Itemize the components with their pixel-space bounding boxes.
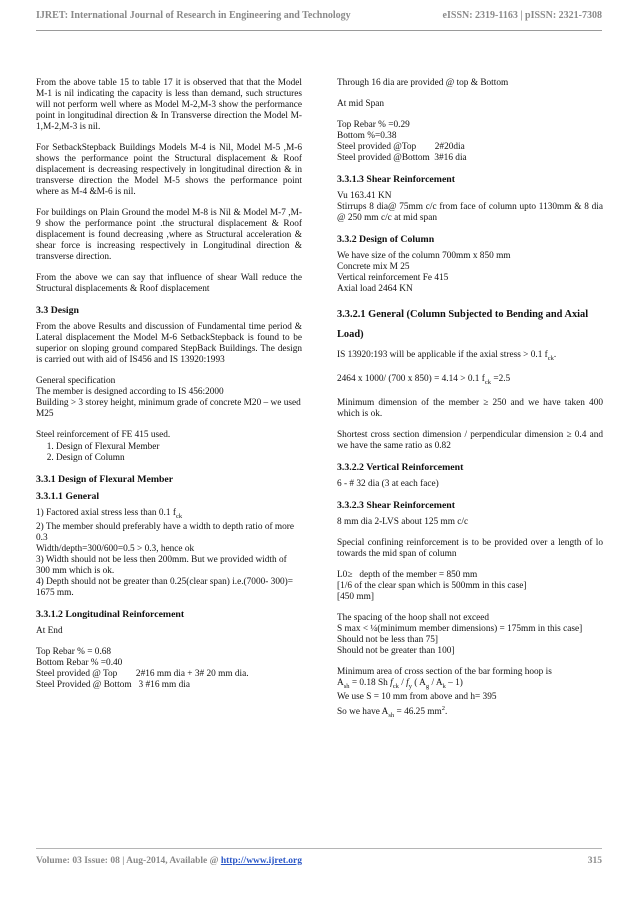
section-heading: 3.3.1 Design of Flexural Member bbox=[36, 474, 174, 485]
condition-line: 4) Depth should not be greater than 0.25(clear span) i.e.(7000- 300)= 1675 mm. bbox=[36, 576, 293, 598]
spacing-line: Should not be less than 75] bbox=[337, 634, 438, 645]
rebar-block bbox=[337, 120, 603, 164]
paragraph: 2464 x 1000/ (700 x 850) = 4.14 > 0.1 $f_{ck} =2.5$ bbox=[337, 373, 511, 386]
rebar-block bbox=[36, 647, 302, 691]
gs-line: The member is designed according to IS 456:2000 bbox=[36, 387, 224, 397]
left-column bbox=[36, 78, 302, 701]
spacing-line: Should not be greater than 100] bbox=[337, 645, 455, 656]
condition-line: 3) Width should not be less then 200mm. But we provided width of 300 mm which is ok. bbox=[36, 554, 287, 576]
l0-line: [450 mm] bbox=[337, 591, 374, 602]
general-conditions bbox=[36, 508, 302, 599]
paragraph: From the above Results and discussion of Fundamental time period & Lateral displacement the Model M-6 SetbackStepback is found to be superior on sloping ground compared StepBack Buildings. The design is carried out with aid of IS456 and IS 13920:1993 bbox=[36, 322, 302, 365]
paragraph: At mid Span bbox=[337, 99, 385, 109]
paragraph: Steel reinforcement of FE 415 used. bbox=[36, 430, 171, 440]
spec-line: Axial load 2464 KN bbox=[337, 284, 413, 294]
right-column bbox=[337, 78, 603, 731]
rebar-line: Steel provided @Top 2#20dia bbox=[337, 142, 465, 152]
page-number: 315 bbox=[587, 856, 602, 866]
section-heading: 3.3.2.1 General (Column Subjected to Bending and Axial Load) bbox=[337, 309, 589, 340]
condition-line: 2) The member should preferably have a width to depth ratio of more 0.3 bbox=[36, 521, 294, 543]
rebar-line: Steel provided @ Top 2#16 mm dia + 3# 20 mm dia. bbox=[36, 668, 249, 679]
paragraph: Special confining reinforcement is to be provided over a length of lo towards the mid span of column bbox=[337, 537, 603, 559]
min-area-block bbox=[337, 667, 603, 721]
spacing-block bbox=[337, 613, 603, 657]
journal-title: IJRET: International Journal of Research in Engineering and Technology bbox=[36, 10, 351, 21]
rebar-line: Bottom %=0.38 bbox=[337, 131, 397, 141]
rebar-line: Bottom Rebar % =0.40 bbox=[36, 657, 123, 668]
l0-block bbox=[337, 570, 603, 603]
section-heading: 3.3.1.1 General bbox=[36, 491, 100, 502]
shear-line: Vu 163.41 KN bbox=[337, 191, 392, 201]
shear-line: Stirrups 8 dia@ 75mm c/c from face of column upto 1130mm & 8 dia @ 250 mm c/c at mid span bbox=[337, 202, 603, 223]
paragraph: IS 13920:193 will be applicable if the axial stress > 0.1 $f_{ck}$. bbox=[337, 350, 557, 362]
condition-line: Width/depth=300/600=0.5 > 0.3, hence ok bbox=[36, 543, 195, 554]
general-spec bbox=[36, 376, 302, 420]
page-footer bbox=[36, 856, 602, 866]
spacing-line: The spacing of the hoop shall not exceed bbox=[337, 612, 490, 623]
paragraph: Shortest cross section dimension / perpendicular dimension ≥ 0.4 and we have the same ratio as 0.82 bbox=[337, 429, 603, 451]
footer-rule bbox=[36, 848, 602, 849]
condition-line: 1) Factored axial stress less than 0.1 $f_{ck}$ bbox=[36, 508, 183, 520]
paragraph: Minimum dimension of the member ≥ 250 and we have taken 400 which is ok. bbox=[337, 397, 603, 419]
paragraph: Through 16 dia are provided @ top & Bottom bbox=[337, 78, 509, 88]
section-heading: 3.3.1.2 Longitudinal Reinforcement bbox=[36, 608, 185, 620]
min-area-line: We use S = 10 mm from above and h= 395 bbox=[337, 691, 497, 702]
rebar-line: Top Rebar % =0.29 bbox=[337, 120, 410, 130]
paragraph: At End bbox=[36, 625, 63, 636]
gs-line: Building > 3 storey height, minimum grade of concrete M20 – we used M25 bbox=[36, 398, 301, 419]
paragraph: For SetbackStepback Buildings Models M-4 is Nil, Model M-5 ,M-6 shows the performance point the Structural displacement & Roof displacement is decreasing respectively in longitudinal direction & in transverse direction the Model M-5 shows the performance point where as M-4 &M-6 is nil. bbox=[36, 143, 302, 197]
section-heading: 3.3.2 Design of Column bbox=[337, 234, 435, 245]
paragraph: From the above we can say that influence of shear Wall reduce the Structural displacements & Roof displacement bbox=[36, 273, 302, 294]
rebar-line: Top Rebar % = 0.68 bbox=[36, 646, 112, 657]
spacing-line: S max < ¼(minimum member dimensions) = 175mm in this case] bbox=[337, 623, 583, 634]
gs-title: General specification bbox=[36, 376, 116, 386]
paragraph: For buildings on Plain Ground the model M-8 is Nil & Model M-7 ,M-9 show the performance point .the structural displacement & Roof displacement is found decreasing ,where as Structural acceleration & shear force is increasing respectively in Longitudinal direction & transverse direction. bbox=[36, 208, 302, 262]
section-heading: 3.3.1.3 Shear Reinforcement bbox=[337, 174, 455, 185]
paragraph: 8 mm dia 2-LVS about 125 mm c/c bbox=[337, 516, 469, 527]
min-area-line: Minimum area of cross section of the bar forming hoop is bbox=[337, 666, 552, 677]
column-spec bbox=[337, 251, 603, 295]
spec-line: Vertical reinforcement Fe 415 bbox=[337, 273, 449, 283]
list-item: 2. Design of Column bbox=[56, 453, 302, 464]
issn-info: eISSN: 2319-1163 | pISSN: 2321-7308 bbox=[442, 10, 602, 21]
journal-link[interactable]: http://www.ijret.org bbox=[220, 856, 302, 866]
min-area-line: So we have $A_{sh} = 46.25$ $mm^2$. bbox=[337, 704, 448, 719]
section-heading: 3.3 Design bbox=[36, 305, 80, 316]
section-heading: 3.3.2.2 Vertical Reinforcement bbox=[337, 461, 464, 473]
header-rule bbox=[36, 30, 602, 31]
l0-line: L0≥ depth of the member = 850 mm bbox=[337, 569, 478, 580]
rebar-line: Steel Provided @ Bottom 3 #16 mm dia bbox=[36, 679, 190, 690]
spec-line: Concrete mix M 25 bbox=[337, 262, 410, 272]
formula-line: $A_{sh} = 0.18$ Sh $f_{ck} / f_y$ ( $A_g / A_k - 1$) bbox=[337, 677, 463, 690]
paragraph: 6 - # 32 dia (3 at each face) bbox=[337, 478, 439, 489]
design-list bbox=[36, 442, 302, 464]
volume-info: Volume: 03 Issue: 08 | Aug-2014, Available @ http://www.ijret.org bbox=[36, 856, 302, 866]
list-item: 1. Design of Flexural Member bbox=[56, 442, 302, 453]
page-header bbox=[36, 10, 602, 21]
spec-line: We have size of the column 700mm x 850 mm bbox=[337, 251, 511, 261]
paragraph: From the above table 15 to table 17 it is observed that that the Model M-1 is nil indicating the capacity is less than demand, such structures will not perform well where as Model M-2,M-3 show the performance point in longitudinal direction & In Transverse direction the Model M-1,M-2,M-3 is nil. bbox=[36, 78, 302, 132]
section-heading: 3.3.2.3 Shear Reinforcement bbox=[337, 499, 455, 511]
shear-block bbox=[337, 191, 603, 224]
l0-line: [1/6 of the clear span which is 500mm in this case] bbox=[337, 580, 527, 591]
rebar-line: Steel provided @Bottom 3#16 dia bbox=[337, 153, 467, 163]
